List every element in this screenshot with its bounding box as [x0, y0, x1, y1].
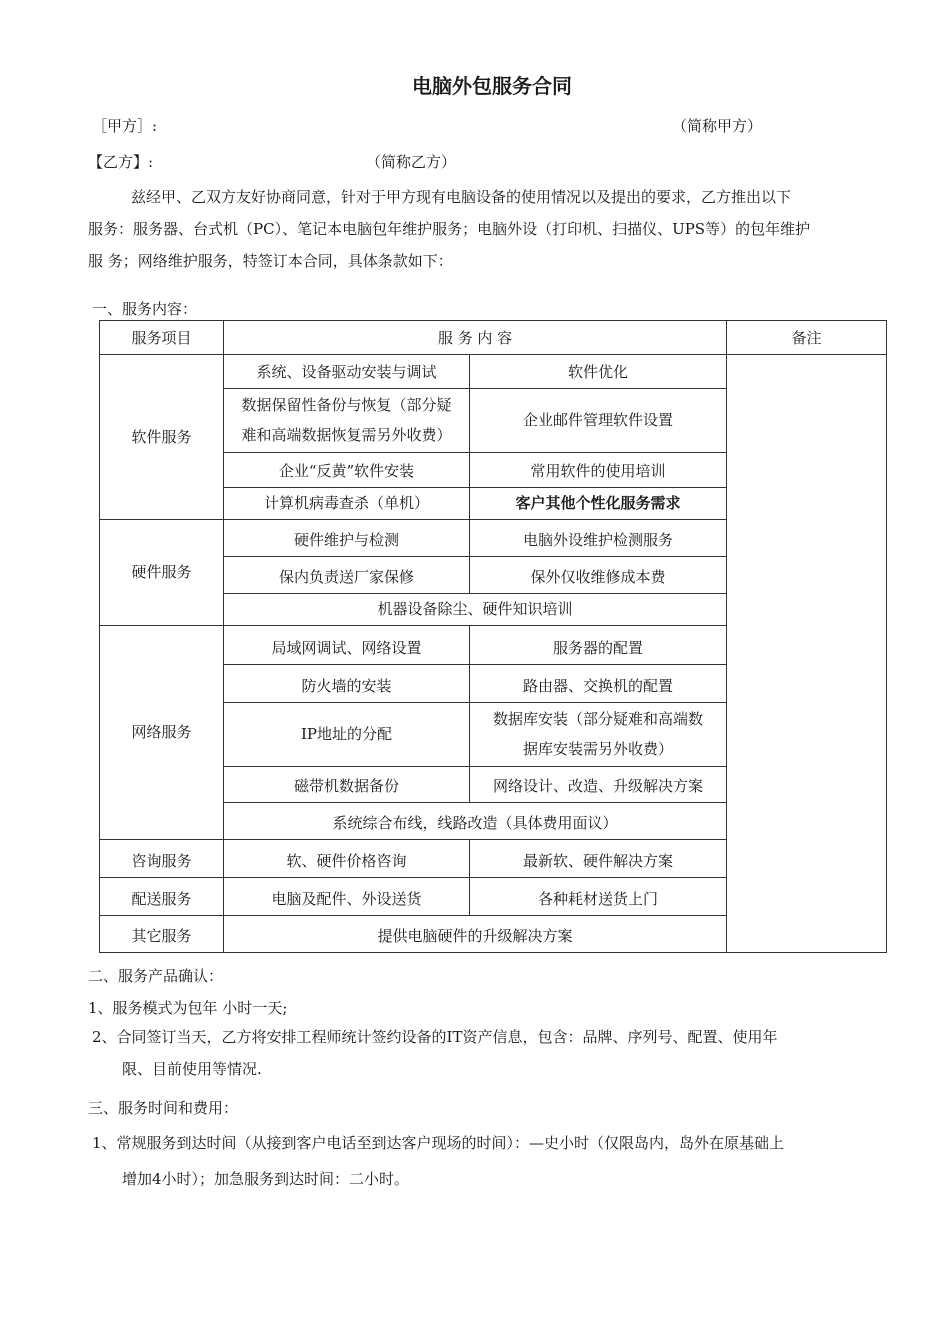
cell-line: 数据保留性备份与恢复（部分疑	[241, 396, 452, 414]
table-cell: 机器设备除尘、硬件知识培训	[224, 594, 727, 626]
table-cell: 磁带机数据备份	[224, 767, 470, 803]
table-cell: 系统、设备驱动安装与调试	[224, 355, 470, 389]
service-table	[99, 320, 887, 953]
table-cell: 系统综合布线，线路改造（具体费用面议）	[224, 803, 727, 840]
document-title: 电脑外包服务合同	[412, 74, 572, 98]
table-cell: 电脑及配件、外设送货	[224, 878, 470, 916]
cell-line: 难和高端数据恢复需另外收费）	[241, 426, 452, 444]
party-b-abbr: （简称乙方）	[366, 153, 457, 171]
table-cell: 硬件维护与检测	[224, 520, 470, 557]
section-2-heading: 二、服务产品确认：	[88, 967, 224, 985]
table-cell: 企业邮件管理软件设置	[470, 389, 727, 453]
section-3-item-1-line-2: 增加4小时）；加急服务到达时间：二小时。	[122, 1170, 410, 1188]
table-cell: 软、硬件价格咨询	[224, 840, 470, 878]
table-cell: IP地址的分配	[224, 703, 470, 767]
party-a-abbr: （简称甲方）	[672, 117, 763, 135]
table-cell: 各种耗材送货上门	[470, 878, 727, 916]
header-note: 备注	[727, 321, 887, 355]
table-cell: 服务器的配置	[470, 626, 727, 665]
header-service-content: 服 务 内 容	[224, 321, 727, 355]
table-cell: 保外仅收维修成本费	[470, 557, 727, 594]
table-cell: 提供电脑硬件的升级解决方案	[224, 916, 727, 953]
table-cell: 网络设计、改造、升级解决方案	[470, 767, 727, 803]
section-2-item-2-line-1: 2、合同签订当天，乙方将安排工程师统计签约设备的IT资产信息，包含：品牌、序列号、配置、使用年	[92, 1028, 778, 1046]
section-2-item-2-line-2: 限、目前使用等情况.	[122, 1060, 262, 1078]
table-cell: 软件优化	[470, 355, 727, 389]
category-delivery: 配送服务	[100, 878, 224, 916]
table-cell: 企业“反黄”软件安装	[224, 453, 470, 488]
category-other: 其它服务	[100, 916, 224, 953]
header-service-item: 服务项目	[100, 321, 224, 355]
category-network: 网络服务	[100, 626, 224, 840]
category-consult: 咨询服务	[100, 840, 224, 878]
table-cell: 客户其他个性化服务需求	[470, 488, 727, 520]
section-2-item-1: 1、服务模式为包年 小时一天;	[88, 999, 288, 1017]
category-hardware: 硬件服务	[100, 520, 224, 626]
table-cell	[470, 703, 727, 767]
note-cell	[727, 355, 887, 953]
section-3-heading: 三、服务时间和费用：	[88, 1099, 239, 1117]
intro-line-3: 服 务；网络维护服务，特签订本合同，具体条款如下：	[88, 252, 453, 270]
table-cell: 电脑外设维护检测服务	[470, 520, 727, 557]
section-1-heading: 一、服务内容：	[92, 300, 198, 318]
category-software: 软件服务	[100, 355, 224, 520]
section-3-item-1-line-1: 1、常规服务到达时间（从接到客户电话至到达客户现场的时间）：—史小时（仅限岛内，岛外在原基础上	[92, 1134, 785, 1152]
table-cell: 常用软件的使用培训	[470, 453, 727, 488]
cell-line: 据库安装需另外收费）	[522, 740, 673, 758]
table-cell: 局域网调试、网络设置	[224, 626, 470, 665]
table-cell	[224, 389, 470, 453]
intro-line-1: 兹经甲、乙双方友好协商同意，针对于甲方现有电脑设备的使用情况以及提出的要求，乙方推出以下	[131, 188, 792, 206]
table-cell: 最新软、硬件解决方案	[470, 840, 727, 878]
table-cell: 防火墙的安装	[224, 665, 470, 703]
table-cell: 计算机病毒查杀（单机）	[224, 488, 470, 520]
table-cell: 保内负责送厂家保修	[224, 557, 470, 594]
intro-line-2: 服务：服务器、台式机（PC）、笔记本电脑包年维护服务；电脑外设（打印机、扫描仪、UPS等）的包年维护	[88, 220, 811, 238]
party-a-label: ［甲方］:	[92, 117, 158, 135]
cell-line: 数据库安装（部分疑难和高端数	[492, 710, 703, 728]
table-cell: 路由器、交换机的配置	[470, 665, 727, 703]
party-b-label: 【乙方】:	[88, 153, 154, 171]
